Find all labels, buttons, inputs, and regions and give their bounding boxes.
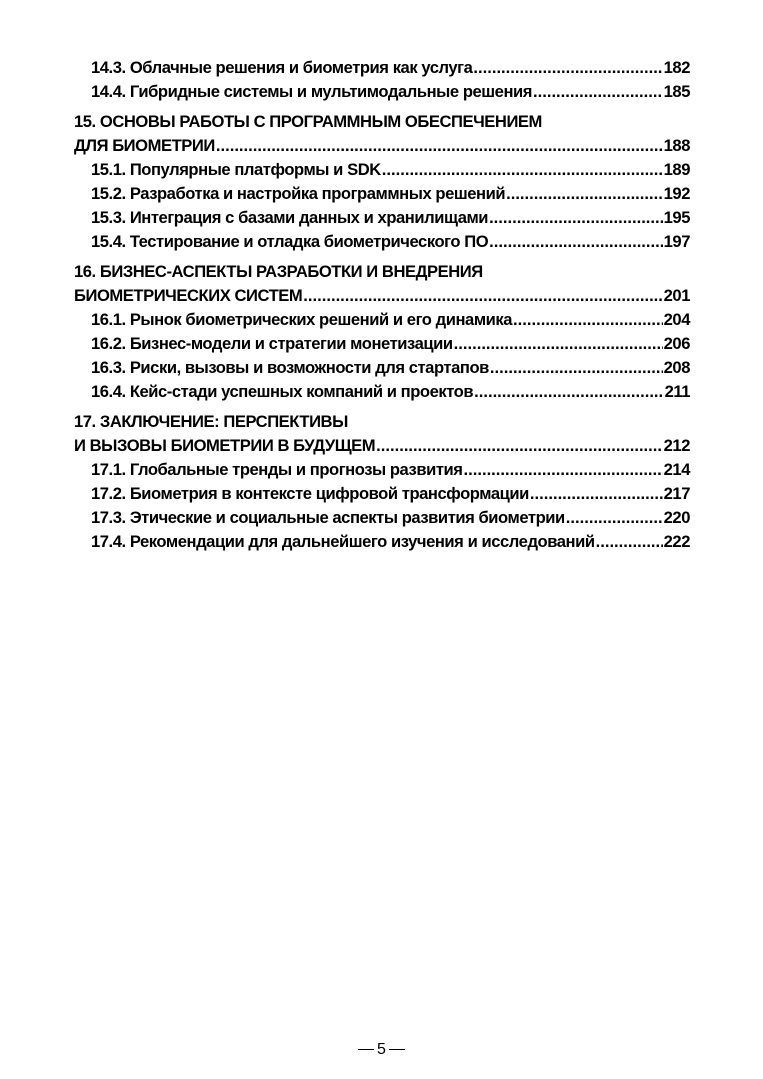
dot-leader <box>533 80 663 104</box>
toc-entry[interactable] <box>74 380 690 404</box>
toc-entry[interactable] <box>74 332 690 356</box>
chapter-page: 201 <box>663 286 690 305</box>
dot-leader <box>473 56 662 80</box>
footer-dash-left <box>358 1049 374 1050</box>
chapter-heading-line[interactable]: 15. ОСНОВЫ РАБОТЫ С ПРОГРАММНЫМ ОБЕСПЕЧЕНИЕМ <box>74 112 542 131</box>
page-footer <box>0 1040 763 1060</box>
dot-leader <box>489 206 663 230</box>
dot-leader <box>513 308 663 332</box>
dot-leader <box>303 284 662 308</box>
chapter-heading-line: И ВЫЗОВЫ БИОМЕТРИИ В БУДУЩЕМ <box>74 436 376 455</box>
toc-chapter-17 <box>74 410 690 554</box>
chapter-heading-line[interactable]: 17. ЗАКЛЮЧЕНИЕ: ПЕРСПЕКТИВЫ <box>74 412 348 431</box>
toc-entry-page: 217 <box>663 484 690 503</box>
toc-entry-page: 222 <box>663 532 690 551</box>
chapter-heading-line: ДЛЯ БИОМЕТРИИ <box>74 136 215 155</box>
toc-entry-label: 15.2. Разработка и настройка программных решений <box>91 184 506 203</box>
toc-entry[interactable] <box>74 356 690 380</box>
toc-entry[interactable] <box>74 80 690 104</box>
toc-entry[interactable] <box>74 308 690 332</box>
toc-entry-page: 208 <box>663 358 690 377</box>
toc-entry-label: 15.4. Тестирование и отладка биометрического ПО <box>91 232 489 251</box>
chapter-heading-entry[interactable] <box>74 134 690 158</box>
toc-entry-label: 16.1. Рынок биометрических решений и его динамика <box>91 310 513 329</box>
dot-leader <box>566 506 663 530</box>
toc-entry-page: 206 <box>663 334 690 353</box>
toc-chapter-15 <box>74 110 690 254</box>
chapter-page: 212 <box>663 436 690 455</box>
toc-entry-page: 211 <box>664 382 690 401</box>
toc-entry-page: 192 <box>663 184 690 203</box>
toc-entry[interactable] <box>74 458 690 482</box>
dot-leader <box>596 530 663 554</box>
toc-entry-label: 15.1. Популярные платформы и SDK <box>91 160 381 179</box>
chapter-heading-entry[interactable] <box>74 284 690 308</box>
toc-entry-page: 220 <box>663 508 690 527</box>
dot-leader <box>216 134 663 158</box>
toc-entry-page: 195 <box>663 208 690 227</box>
toc-entry-page: 214 <box>663 460 690 479</box>
chapter-heading-entry[interactable] <box>74 434 690 458</box>
toc-entry-label: 15.3. Интеграция с базами данных и хранилищами <box>91 208 489 227</box>
toc-entry-label: 16.2. Бизнес-модели и стратегии монетизации <box>91 334 453 353</box>
toc-entry-page: 197 <box>663 232 690 251</box>
dot-leader <box>382 158 663 182</box>
toc-entry[interactable] <box>74 230 690 254</box>
dot-leader <box>474 380 663 404</box>
table-of-contents <box>74 56 690 554</box>
toc-entry[interactable] <box>74 182 690 206</box>
dot-leader <box>506 182 663 206</box>
dot-leader <box>464 458 663 482</box>
dot-leader <box>454 332 663 356</box>
toc-entry-page: 182 <box>663 58 690 77</box>
toc-entry[interactable] <box>74 530 690 554</box>
toc-entry-label: 16.3. Риски, вызовы и возможности для стартапов <box>91 358 489 377</box>
toc-entry-page: 189 <box>663 160 690 179</box>
chapter-heading-line: БИОМЕТРИЧЕСКИХ СИСТЕМ <box>74 286 303 305</box>
toc-chapter-16 <box>74 260 690 404</box>
chapter-heading-line[interactable]: 16. БИЗНЕС-АСПЕКТЫ РАЗРАБОТКИ И ВНЕДРЕНИЯ <box>74 262 483 281</box>
page-number: 5 <box>377 1041 386 1058</box>
toc-entry-label: 14.4. Гибридные системы и мультимодальные решения <box>91 82 532 101</box>
toc-entry[interactable] <box>74 206 690 230</box>
toc-entry[interactable] <box>74 506 690 530</box>
dot-leader <box>376 434 663 458</box>
toc-entry-label: 17.4. Рекомендации для дальнейшего изучения и исследований <box>91 532 595 551</box>
dot-leader <box>490 356 663 380</box>
toc-entry[interactable] <box>74 158 690 182</box>
toc-entry-page: 204 <box>663 310 690 329</box>
toc-entry-label: 17.2. Биометрия в контексте цифровой трансформации <box>91 484 529 503</box>
footer-dash-right <box>389 1049 405 1050</box>
toc-entry[interactable] <box>74 482 690 506</box>
toc-entry-label: 14.3. Облачные решения и биометрия как услуга <box>91 58 473 77</box>
dot-leader <box>489 230 662 254</box>
toc-entry-page: 185 <box>663 82 690 101</box>
toc-entry[interactable] <box>74 56 690 80</box>
toc-entry-label: 17.1. Глобальные тренды и прогнозы развития <box>91 460 463 479</box>
dot-leader <box>530 482 663 506</box>
chapter-page: 188 <box>663 136 690 155</box>
toc-entry-label: 16.4. Кейс-стади успешных компаний и проектов <box>91 382 474 401</box>
toc-entry-label: 17.3. Этические и социальные аспекты развития биометрии <box>91 508 565 527</box>
